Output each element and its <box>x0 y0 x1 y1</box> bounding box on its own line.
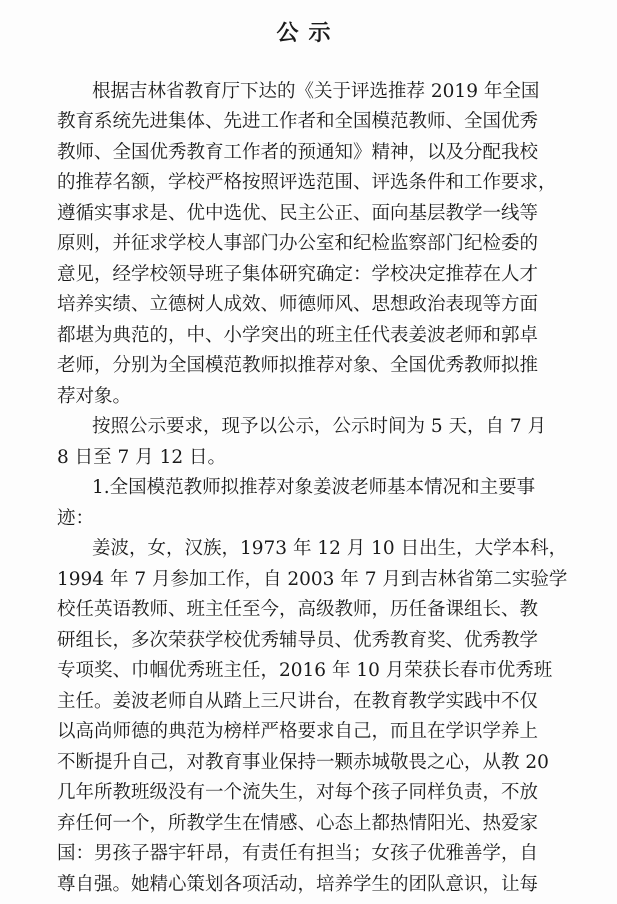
body-line: 专项奖、巾帼优秀班主任，2016 年 10 月荣获长春市优秀班 <box>57 660 553 682</box>
body-line: 校任英语教师、班主任至今，高级教师，历任备课组长、教 <box>57 599 539 621</box>
body-line: 原则，并征求学校人事部门办公室和纪检监察部门纪检委的 <box>57 233 539 255</box>
body-line: 以高尚师德的典范为榜样严格要求自己，而且在学识学养上 <box>57 721 539 743</box>
body-line: 1.全国模范教师拟推荐对象姜波老师基本情况和主要事 <box>92 477 536 499</box>
body-line: 不断提升自己，对教育事业保持一颗赤城敬畏之心，从教 20 <box>57 751 549 773</box>
body-line: 国：男孩子器宇轩昂，有责任有担当；女孩子优雅善学，自 <box>57 843 539 865</box>
body-line: 8 日至 7 月 12 日。 <box>57 446 226 468</box>
body-line: 主任。姜波老师自从踏上三尺讲台，在教育教学实践中不仅 <box>57 690 539 712</box>
page-title: 公示 <box>276 21 341 46</box>
body-line: 几年所教班级没有一个流失生，对每个孩子同样负责，不放 <box>57 782 539 804</box>
body-line: 弃任何一个，所教学生在情感、心态上都热情阳光、热爱家 <box>57 812 539 834</box>
body-line: 荐对象。 <box>57 385 132 407</box>
body-line: 培养实绩、立德树人成效、师德师风、思想政治表现等方面 <box>57 294 539 316</box>
body-line: 按照公示要求，现予以公示，公示时间为 5 天，自 7 月 <box>92 416 547 438</box>
body-line: 姜波，女，汉族，1973 年 12 月 10 日出生，大学本科， <box>92 538 568 560</box>
body-line: 遵循实事求是、优中选优、民主公正、面向基层教学一线等 <box>57 202 539 224</box>
body-line: 意见，经学校领导班子集体研究确定：学校决定推荐在人才 <box>57 263 539 285</box>
body-line: 根据吉林省教育厅下达的《关于评选推荐 2019 年全国 <box>92 81 540 102</box>
body-line: 都堪为典范的，中、小学突出的班主任代表姜波老师和郭卓 <box>57 324 539 346</box>
body-line: 教育系统先进集体、先进工作者和全国模范教师、全国优秀 <box>57 111 539 133</box>
body-line: 尊自强。她精心策划各项活动，培养学生的团队意识，让每 <box>57 873 539 895</box>
body-line: 研组长，多次荣获学校优秀辅导员、优秀教育奖、优秀教学 <box>57 629 539 651</box>
body-line: 教师、全国优秀教育工作者的预通知》精神，以及分配我校 <box>57 141 539 163</box>
body-line: 迹： <box>57 507 95 529</box>
body-line: 1994 年 7 月参加工作，自 2003 年 7 月到吉林省第二实验学 <box>57 568 568 590</box>
body-line: 老师，分别为全国模范教师拟推荐对象、全国优秀教师拟推 <box>57 355 539 377</box>
body-line: 的推荐名额，学校严格按照评选范围、评选条件和工作要求， <box>57 172 557 194</box>
